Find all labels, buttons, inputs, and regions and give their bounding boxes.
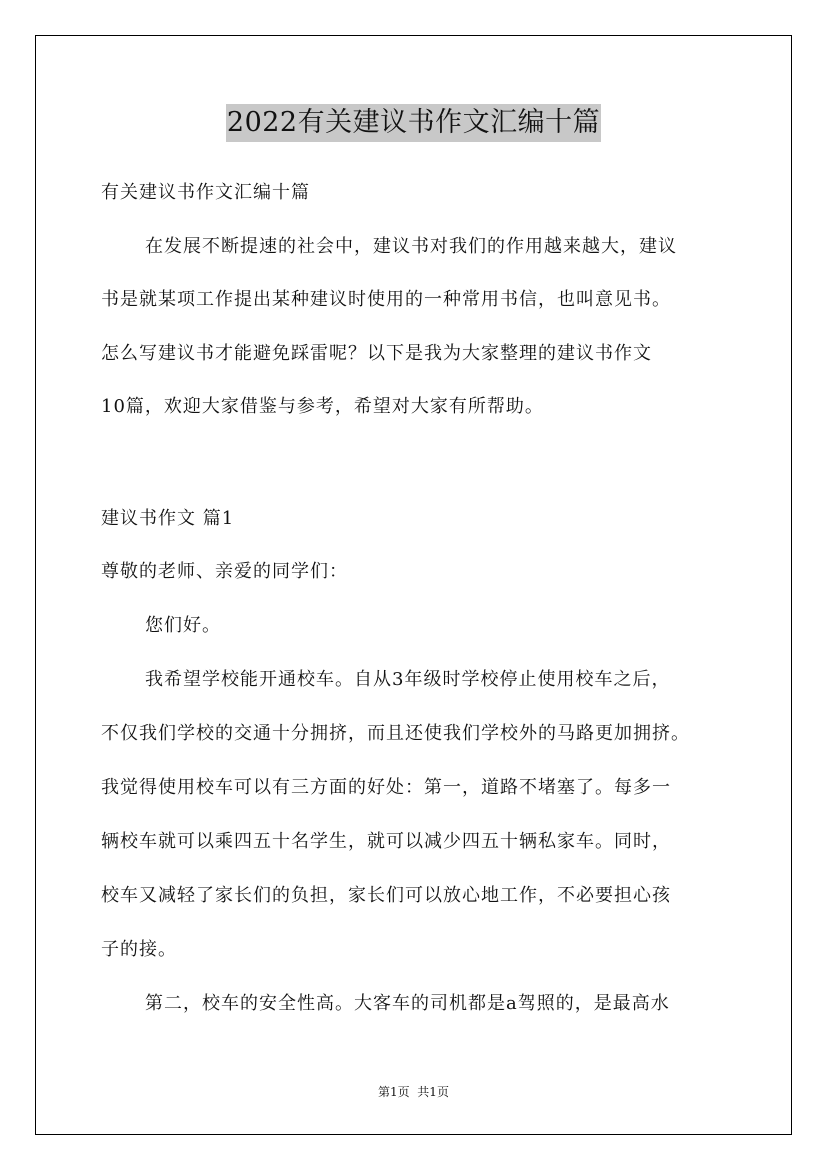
paragraph-line: 我觉得使用校车可以有三方面的好处：第一，道路不堵塞了。每多一	[101, 777, 671, 798]
paragraph-line: 10篇，欢迎大家借鉴与参考，希望对大家有所帮助。	[101, 396, 544, 417]
section-heading: 建议书作文 篇1	[101, 508, 235, 529]
document-title: 2022有关建议书作文汇编十篇	[226, 104, 601, 142]
paragraph-line: 在发展不断提速的社会中，建议书对我们的作用越来越大，建议	[145, 236, 677, 257]
paragraph-line: 第二，校车的安全性高。大客车的司机都是a驾照的，是最高水	[145, 993, 670, 1014]
title-container	[0, 104, 827, 142]
paragraph-line: 校车又减轻了家长们的负担，家长们可以放心地工作，不必要担心孩	[101, 885, 671, 906]
greeting: 您们好。	[145, 615, 221, 636]
paragraph-line: 怎么写建议书才能避免踩雷呢？以下是我为大家整理的建议书作文	[101, 343, 652, 364]
paragraph-line: 子的接。	[101, 939, 177, 960]
paragraph-line: 不仅我们学校的交通十分拥挤，而且还使我们学校外的马路更加拥挤。	[101, 723, 690, 744]
paragraph-line: 辆校车就可以乘四五十名学生，就可以减少四五十辆私家车。同时，	[101, 831, 671, 852]
salutation: 尊敬的老师、亲爱的同学们：	[101, 561, 348, 582]
paragraph-line: 我希望学校能开通校车。自从3年级时学校停止使用校车之后，	[145, 669, 671, 690]
page-number-footer: 第1页 共1页	[378, 1085, 449, 1099]
paragraph-line: 书是就某项工作提出某种建议时使用的一种常用书信，也叫意见书。	[101, 289, 671, 310]
document-subtitle: 有关建议书作文汇编十篇	[101, 182, 310, 203]
